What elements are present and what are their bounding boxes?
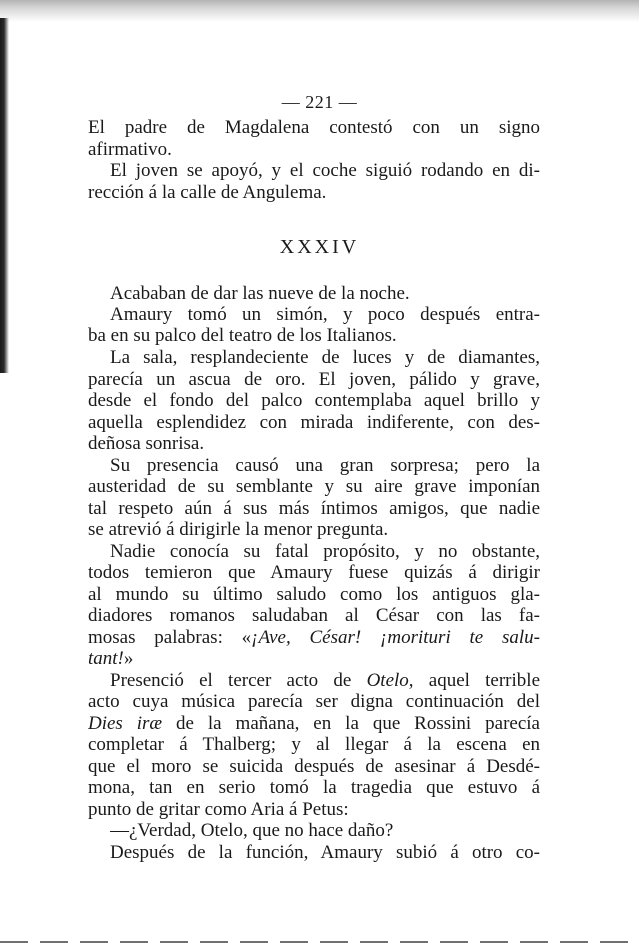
text-line: afirmativo. [88,139,172,160]
text-line [88,647,540,671]
text-run: Presenció el tercer acto de [110,670,367,691]
text-run: » [123,648,134,669]
scan-top-shadow [0,0,639,22]
latin-quote: tant! [88,648,124,669]
text-line: El joven se apoyó, y el coche siguió rodando en di- [110,160,540,181]
text-line: se atrevió á dirigirle la menor pregunta. [88,519,389,540]
text-line: austeridad de su semblante y su aire grave imponían [88,476,540,497]
text-line: acto cuya música parecía ser digna continuación del [88,691,540,712]
text-line: Amaury tomó un simón, y poco después entra- [110,304,540,325]
text-line: tal respeto aún á sus más íntimos amigos, que nadie [88,498,540,519]
chapter-heading: XXXIV [279,236,360,258]
opera-title: Otelo [366,670,409,691]
scan-bottom-edge [0,941,639,943]
text-line: El padre de Magdalena contestó con un signo [88,117,540,138]
text-line: rección á la calle de Angulema. [88,182,327,203]
text-line: Acababan de dar las nueve de la noche. [110,283,410,304]
page-number: — 221 — [281,92,358,112]
text-line: Nadie conocía su fatal propósito, y no obstante, [110,541,540,562]
text-line: ba en su palco del teatro de los Italianos. [88,325,397,346]
text-line: aquella esplendidez con mirada indiferente, con des- [88,412,540,433]
text-line: deñosa sonrisa. [88,433,205,454]
text-run: mosas palabras: « [88,627,252,648]
text-run: de la mañana, en la que Rossini parecía [162,713,540,734]
text-line: parecía un ascua de oro. El joven, pálido y grave, [88,369,540,390]
text-line: La sala, resplandeciente de luces y de diamantes, [110,347,540,368]
text-line: desde el fondo del palco contemplaba aquel brillo y [88,390,540,411]
text-line: Su presencia causó una gran sorpresa; pero la [110,455,540,476]
latin-title: Dies iræ [88,713,163,734]
text-line: mona, tan en serio tomó la tragedia que estuvo á [88,777,540,798]
text-line: —¿Verdad, Otelo, que no hace daño? [110,820,394,841]
text-run: , aquel terrible [408,670,540,691]
text-line: que el moro se suicida después de asesinar á Desdé- [88,756,540,777]
text-line: al mundo su último saludo como los antiguos gla- [88,584,540,605]
latin-quote: ¡Ave, César! ¡morituri te salu- [251,627,540,648]
text-line: punto de gritar como Aria á Petus: [88,799,349,820]
text-line: todos temieron que Amaury fuese quizás á dirigir [88,562,540,583]
scan-left-binding-shadow [0,18,9,373]
text-line: completar á Thalberg; y al llegar á la escena en [88,734,540,755]
text-line: Después de la función, Amaury subió á otro co- [110,842,540,863]
text-line: diadores romanos saludaban al César con las fa- [88,605,540,626]
